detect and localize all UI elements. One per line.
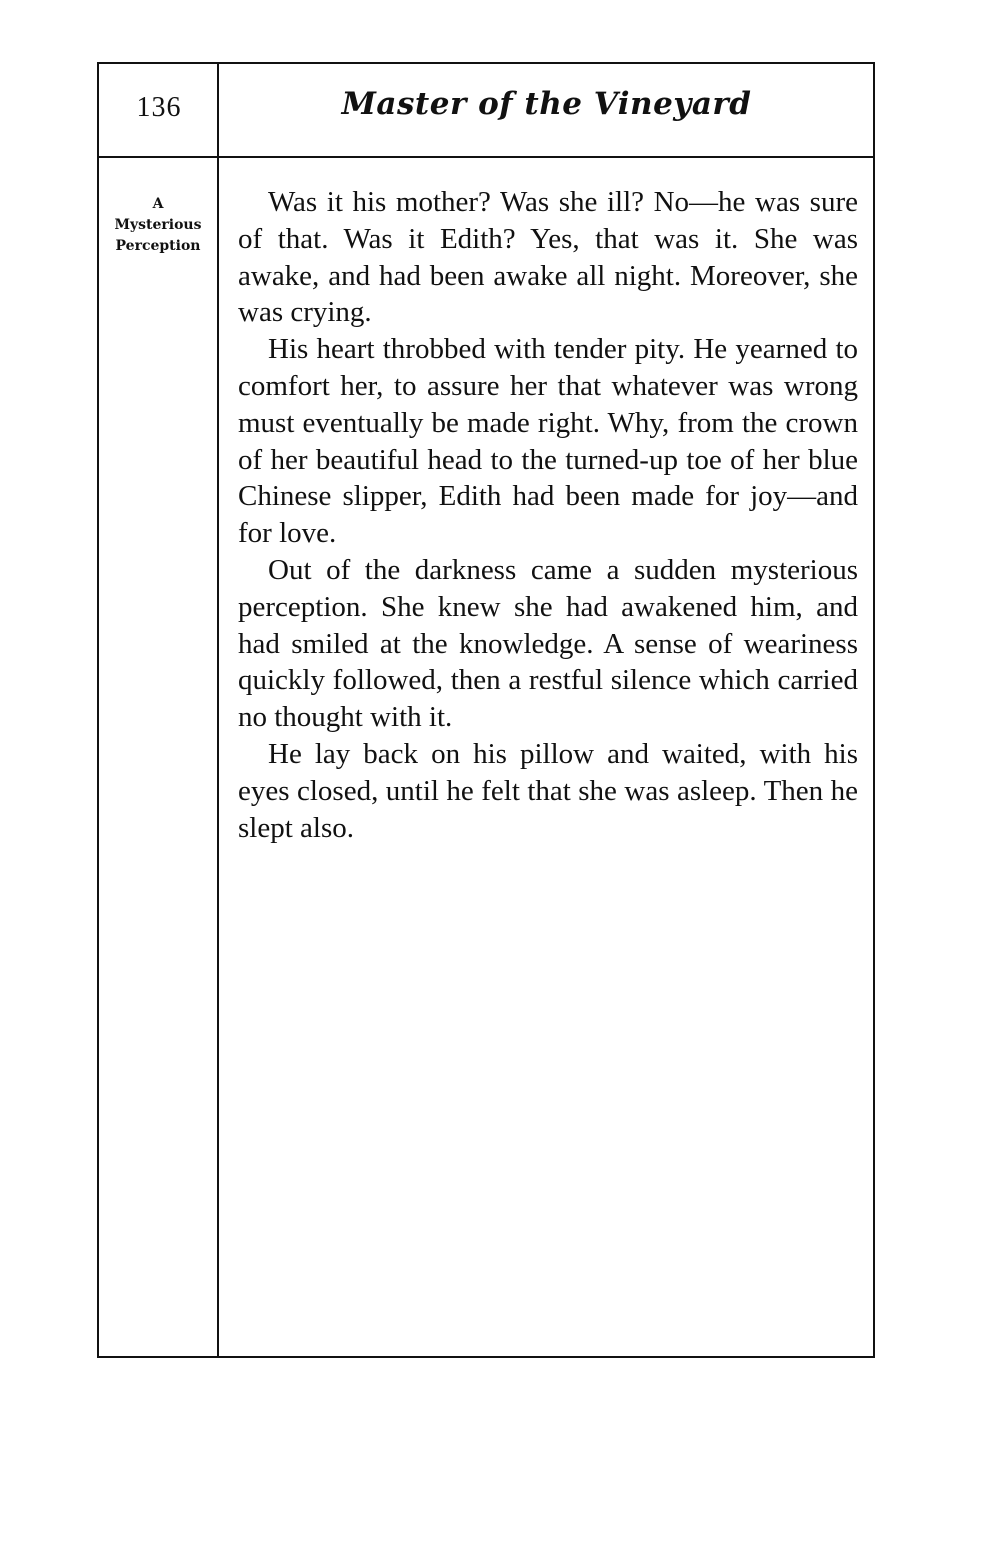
body-text — [238, 184, 858, 846]
running-title: Master of the Vineyard — [341, 86, 752, 122]
paragraph: He lay back on his pillow and waited, with his eyes closed, until he felt that she was asleep. Then he slept also. — [238, 737, 858, 844]
paragraph: His heart throbbed with tender pity. He yearned to comfort her, to assure her that whatever was wrong must eventually be made right. Why, from the crown of her beautiful head to the turned-up toe of her blue Chinese slipper, Edith had been made for joy—and for love. — [238, 333, 858, 550]
page-number: 136 — [136, 92, 182, 123]
marginal-note-line: Mysterious — [114, 217, 202, 233]
marginal-note-line: Perception — [115, 238, 201, 254]
page-header — [99, 64, 873, 158]
paragraph: Was it his mother? Was she ill? No—he was sure of that. Was it Edith? Yes, that was it. She was awake, and had been awake all night. Moreover, she was crying. — [238, 186, 858, 329]
marginal-note — [99, 194, 217, 257]
marginal-note-line: A — [152, 196, 164, 212]
page-frame — [97, 62, 875, 1358]
margin-divider — [217, 64, 219, 1356]
paragraph: Out of the darkness came a sudden mysterious perception. She knew she had awakened him, and had smiled at the knowledge. A sense of weariness quickly followed, then a restful silence which carried no thought with it. — [238, 553, 858, 734]
